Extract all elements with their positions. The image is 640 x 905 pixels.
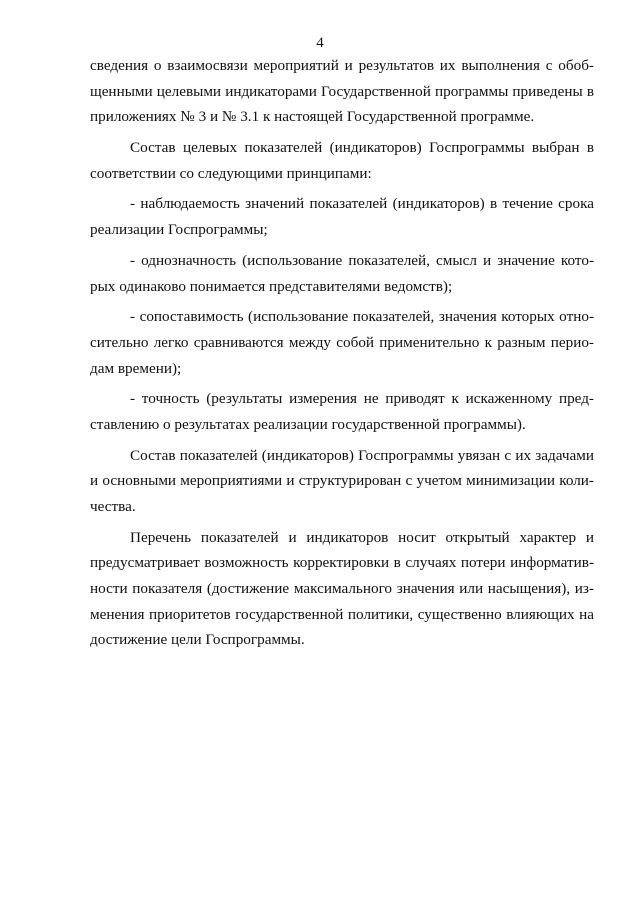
list-item-observability [90, 191, 594, 242]
list-item-comparability [90, 304, 594, 381]
text-line: - наблюдаемость значений показателей (индикаторов) в течение срока [130, 195, 594, 213]
text-line: менения приоритетов государственной политики, существенно влияющих на [90, 605, 594, 623]
text-line: - однозначность (использование показателей, смысл и значение кото- [130, 251, 594, 269]
list-item-unambiguity [90, 248, 594, 299]
text-line: щенными целевыми индикаторами Государственной программы приведены в [90, 82, 594, 100]
text-line: - точность (результаты измерения не приводят к искаженному пред- [130, 390, 594, 408]
text-line: рых одинаково понимается представителями ведомств); [90, 277, 453, 295]
text-line: и основными мероприятиями и структурирован с учетом минимизации коли- [90, 472, 594, 490]
text-line: сительно легко сравниваются между собой применительно к разным перио- [90, 333, 594, 351]
text-line: приложениях № 3 и № 3.1 к настоящей Государственной программе. [90, 108, 535, 126]
list-item-accuracy [90, 386, 594, 437]
text-line: реализации Госпрограммы; [90, 221, 268, 239]
paragraph-openness [90, 525, 594, 653]
text-line: чества. [90, 498, 136, 515]
text-line: Состав целевых показателей (индикаторов) Госпрограммы выбран в [130, 139, 594, 157]
text-line: соответствии со следующими принципами: [90, 164, 372, 182]
document-body [90, 53, 594, 653]
text-line: достижение цели Госпрограммы. [90, 631, 305, 649]
paragraph-composition [90, 135, 594, 186]
text-line: - сопоставимость (использование показателей, значения которых отно- [130, 308, 594, 326]
text-line: дам времени); [90, 359, 182, 377]
text-line: ности показателя (достижение максимального значения или насыщения), из- [90, 580, 594, 598]
text-line: Состав показателей (индикаторов) Госпрограммы увязан с их задачами [130, 446, 594, 464]
paragraph-continuation [90, 53, 594, 130]
text-line: предусматривает возможность корректировки в случаях потери информатив- [90, 554, 594, 572]
text-line: сведения о взаимосвязи мероприятий и результатов их выполнения с обоб- [90, 57, 594, 74]
text-line: ставлению о результатах реализации государственной программы). [90, 415, 526, 433]
paragraph-linkage [90, 443, 594, 520]
page-number: 4 [316, 35, 324, 51]
text-line: Перечень показателей и индикаторов носит открытый характер и [130, 528, 594, 546]
